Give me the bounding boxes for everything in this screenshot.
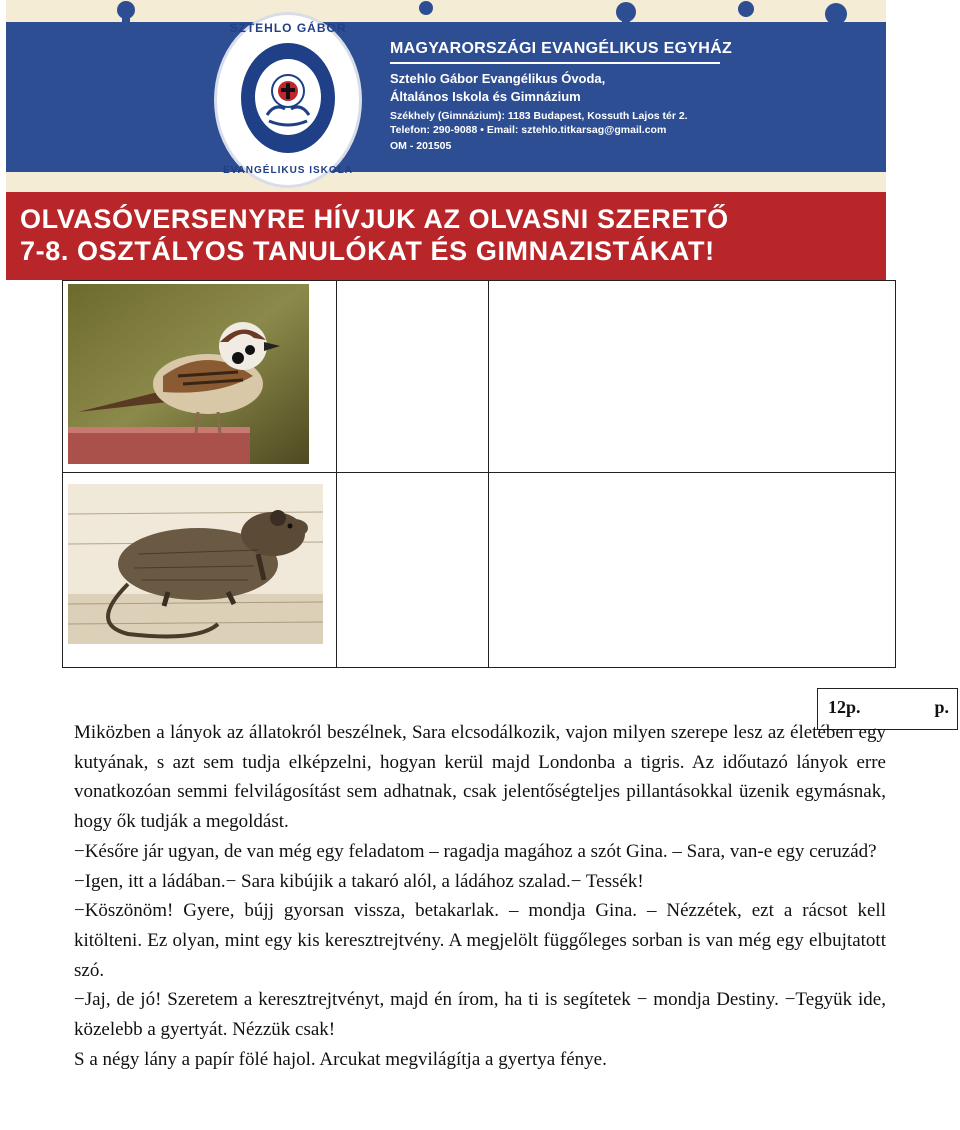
school-contact: Telefon: 290-9088 • Email: sztehlo.titkarsag@gmail.com (390, 124, 667, 136)
story-paragraph: −Köszönöm! Gyere, bújj gyorsan vissza, betakarlak. – mondja Gina. – Nézzétek, ezt a rácsot kell kitölteni. Ez olyan, mint egy kis keresztrejtvény. A megjelölt függőleges sorban is van még egy elbujtatott szó. (74, 900, 886, 981)
seal-inner (255, 59, 321, 135)
school-name (390, 70, 605, 106)
seal-top-text: SZTEHLO GÁBOR (229, 21, 347, 35)
story-paragraph: −Igen, itt a ládában.− Sara kibújik a takaró alól, a ládához szalad.− Tessék! (74, 870, 644, 892)
luther-rose-icon (255, 59, 321, 135)
school-seal (214, 12, 362, 188)
church-name: MAGYARORSZÁGI EVANGÉLIKUS EGYHÁZ (390, 40, 733, 57)
header-banner (6, 0, 886, 280)
school-address: Székhely (Gimnázium): 1183 Budapest, Kossuth Lajos tér 2. (390, 110, 688, 122)
sparrow-image (68, 284, 309, 464)
story-paragraph: Miközben a lányok az állatokról beszélnek, Sara elcsodálkozik, vajon milyen szerepe lesz az életében egy kutyának, s azt sem tudja elképzelni, hogyan kerül majd Londonba a tigris. Az időutazó lányok erre vonatkozóan semmi felvilágosítást sem adhatnak, csak jelentőségteljes pillantásokkal üzenik egymásnak, hogy ők tudják a megoldást. (74, 722, 886, 833)
story-text (74, 718, 886, 1074)
rat-image (68, 484, 323, 644)
school-name-line-1: Sztehlo Gábor Evangélikus Óvoda, (390, 71, 606, 86)
seal-bottom-text: EVANGÉLIKUS ISKOLA (222, 165, 354, 176)
story-paragraph: −Későre jár ugyan, de van még egy feladatom – ragadja magához a szót Gina. – Sara, van-e egy ceruzád? (74, 840, 877, 862)
invite-line-2: 7-8. OSZTÁLYOS TANULÓKAT ÉS GIMNAZISTÁKAT! (20, 236, 715, 266)
story-paragraph: −Jaj, de jó! Szeretem a keresztrejtvényt, majd én írom, ha ti is segítetek − mondja Destiny. −Tegyük ide, közelebb a gyertyát. Nézzük csak! (74, 989, 886, 1041)
school-name-line-2: Általános Iskola és Gimnázium (390, 89, 581, 104)
table-cell (488, 280, 896, 473)
story-paragraph: S a négy lány a papír fölé hajol. Arcukat megvilágítja a gyertya fénye. (74, 1048, 607, 1070)
banner-divider (390, 62, 720, 64)
molecule-decoration (6, 0, 886, 22)
table-cell (336, 472, 489, 668)
table-cell (336, 280, 489, 473)
max-points: 12p. (828, 697, 861, 717)
seal-ring (241, 43, 335, 153)
table-cell (488, 472, 896, 668)
earned-points: p. (934, 697, 949, 717)
school-om: OM - 201505 (390, 140, 452, 152)
invite-line-1: OLVASÓVERSENYRE HÍVJUK AZ OLVASNI SZERETŐ (20, 204, 729, 234)
